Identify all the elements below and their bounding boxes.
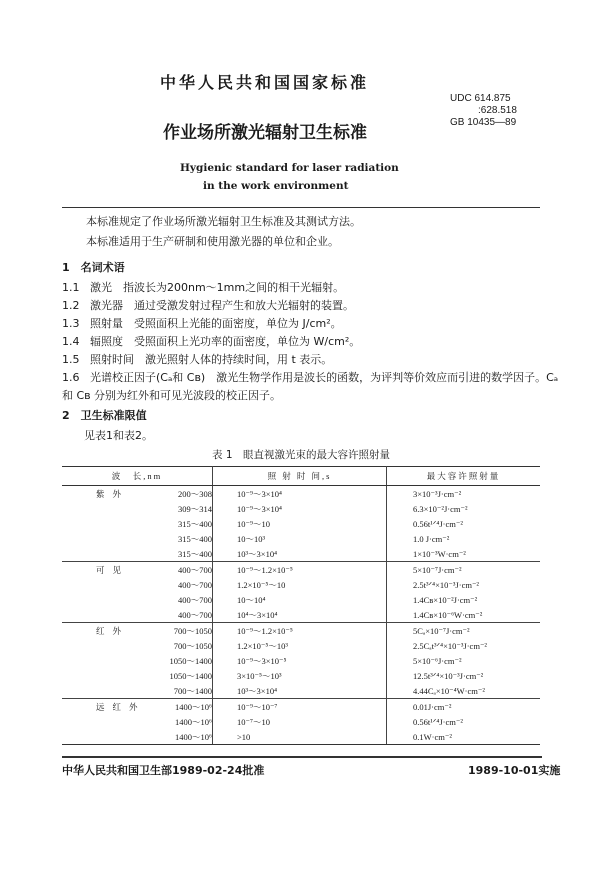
exposure-time-cell: >10 — [213, 729, 387, 745]
wavelength-cell: 315～400 — [177, 519, 212, 530]
term-text: 照射时间 激光照射人体的持续时间，用 t 表示。 — [90, 353, 333, 366]
band-label: 紫外 — [96, 489, 130, 500]
term-item — [62, 281, 344, 295]
exposure-time-cell: 10⁻⁹～3×10⁴ — [213, 501, 387, 516]
band-label: 红外 — [96, 626, 130, 637]
page-title: 作业场所激光辐射卫生标准 — [163, 123, 367, 143]
band-label: 远红外 — [96, 702, 146, 713]
term-text: 照射量 受照面积上光能的面密度，单位为 J/cm²。 — [90, 317, 342, 330]
exposure-time-cell: 1.2×10⁻⁵～10 — [213, 577, 387, 592]
wavelength-cell: 1400～10⁶ — [175, 702, 212, 713]
exposure-time-cell: 10⁻⁹～10 — [213, 516, 387, 531]
table-row — [62, 501, 540, 516]
table-1-caption: 表 1 眼直视激光束的最大容许照射量 — [212, 449, 391, 461]
exposure-time-cell: 10⁻⁹～3×10⁴ — [213, 486, 387, 502]
term-number: 1.2 — [62, 299, 80, 312]
term-number: 1.5 — [62, 353, 80, 366]
term-item — [62, 299, 354, 313]
term-item — [62, 335, 360, 349]
wavelength-cell: 315～400 — [177, 549, 212, 560]
mpe-cell: 3×10⁻³J·cm⁻² — [413, 488, 462, 499]
wavelength-cell: 400～700 — [177, 610, 212, 621]
table-row — [62, 638, 540, 653]
table-row — [62, 729, 540, 745]
term-item — [62, 371, 558, 385]
section-2-text: 见表1和表2。 — [84, 429, 153, 442]
wavelength-cell: 700～1050 — [173, 626, 212, 637]
table-row — [62, 623, 540, 639]
header-exposure-time: 照 射 时 间,s — [213, 467, 387, 486]
band-label: 可见 — [96, 565, 130, 576]
english-title-line-1: Hygienic standard for laser radiation — [180, 162, 399, 174]
exposure-time-cell: 10～10⁴ — [213, 592, 387, 607]
exposure-time-cell: 1.2×10⁻⁵～10³ — [213, 638, 387, 653]
term-text: 辐照度 受照面积上光功率的面密度，单位为 W/cm²。 — [90, 335, 361, 348]
header-wavelength: 波 长,nm — [62, 467, 213, 486]
wavelength-cell: 200～308 — [177, 489, 212, 500]
intro-paragraph-2: 本标准适用于生产研制和使用激光器的单位和企业。 — [86, 235, 339, 248]
term-number: 1.6 — [62, 371, 80, 384]
term-text: 激光器 通过受激发射过程产生和放大光辐射的装置。 — [90, 299, 354, 312]
table-row — [62, 714, 540, 729]
table-row — [62, 653, 540, 668]
national-standard-heading: 中华人民共和国国家标准 — [160, 73, 370, 92]
english-title-line-2: in the work environment — [203, 180, 349, 192]
term-item — [62, 353, 332, 367]
section-1-heading: 1 名词术语 — [62, 261, 125, 274]
table-1 — [62, 466, 540, 745]
wavelength-cell: 309～314 — [177, 504, 212, 515]
wavelength-cell: 400～700 — [177, 595, 212, 606]
term-number: 1.3 — [62, 317, 80, 330]
gb-number: GB 10435—89 — [450, 117, 517, 128]
footer-divider — [62, 756, 542, 758]
udc-line-1: UDC 614.875 — [450, 93, 511, 104]
wavelength-cell: 700～1400 — [173, 686, 212, 697]
exposure-time-cell: 10⁻⁹～1.2×10⁻⁵ — [213, 562, 387, 578]
mpe-cell: 1.4Cʙ×10⁻²J·cm⁻² — [413, 594, 478, 605]
exposure-time-cell: 10³～3×10⁴ — [213, 683, 387, 699]
table-row — [62, 668, 540, 683]
header-divider — [62, 207, 540, 208]
term-number: 1.4 — [62, 335, 80, 348]
effective-date: 1989-10-01实施 — [468, 764, 561, 777]
mpe-cell: 0.1W·cm⁻² — [387, 729, 541, 745]
table-row — [62, 699, 540, 715]
mpe-cell: 12.5t³ᐟ⁴×10⁻³J·cm⁻² — [413, 670, 484, 681]
mpe-cell: 1×10⁻³W·cm⁻² — [413, 548, 466, 559]
table-row — [62, 607, 540, 623]
mpe-cell: 5Cₐ×10⁻⁷J·cm⁻² — [387, 623, 541, 639]
table-row — [62, 531, 540, 546]
table-row — [62, 486, 540, 502]
table-row — [62, 577, 540, 592]
exposure-time-cell: 10～10³ — [213, 531, 387, 546]
wavelength-cell: 1400～10⁶ — [175, 732, 212, 743]
mpe-cell: 1.0 J·cm⁻² — [413, 533, 450, 544]
approval-date: 中华人民共和国卫生部1989-02-24批准 — [62, 764, 265, 777]
exposure-time-cell: 3×10⁻⁵～10³ — [213, 668, 387, 683]
exposure-time-cell: 10⁻⁷～10 — [213, 714, 387, 729]
mpe-cell: 0.01J·cm⁻² — [387, 699, 541, 715]
wavelength-cell: 1400～10⁶ — [175, 717, 212, 728]
exposure-time-cell: 10⁻⁹～3×10⁻⁵ — [213, 653, 387, 668]
udc-classification — [450, 93, 517, 129]
exposure-time-cell: 10⁴～3×10⁴ — [213, 607, 387, 623]
mpe-cell: 0.56t¹ᐟ⁴J·cm⁻² — [413, 716, 463, 727]
wavelength-cell: 400～700 — [177, 565, 212, 576]
mpe-cell: 2.5t³ᐟ⁴×10⁻³J·cm⁻² — [413, 579, 479, 590]
wavelength-cell: 1050～1400 — [169, 656, 212, 667]
intro-paragraph-1: 本标准规定了作业场所激光辐射卫生标准及其测试方法。 — [86, 215, 361, 228]
header-mpe: 最大容许照射量 — [387, 467, 541, 486]
term-1-6-continuation: 和 Cʙ 分别为红外和可见光波段的校正因子。 — [62, 389, 282, 402]
term-text: 光谱校正因子(Cₐ和 Cʙ) 激光生物学作用是波长的函数，为评判等价效应而引进的数学因子。Cₐ — [90, 371, 559, 384]
exposure-time-cell: 10³～3×10⁴ — [213, 546, 387, 562]
mpe-cell: 1.4Cʙ×10⁻⁶W·cm⁻² — [413, 609, 483, 620]
wavelength-cell: 1050～1400 — [169, 671, 212, 682]
exposure-time-cell: 10⁻⁹～1.2×10⁻⁵ — [213, 623, 387, 639]
section-2-heading: 2 卫生标准限值 — [62, 409, 147, 422]
table-row — [62, 683, 540, 699]
term-number: 1.1 — [62, 281, 80, 294]
term-text: 激光 指波长为200nm～1mm之间的相干光辐射。 — [90, 281, 345, 294]
table-header-row — [62, 467, 540, 486]
mpe-cell: 4.44Cₐ×10⁻⁴W·cm⁻² — [413, 685, 485, 696]
table-row — [62, 562, 540, 578]
table-row — [62, 516, 540, 531]
mpe-cell: 5×10⁻⁷J·cm⁻² — [387, 562, 541, 578]
wavelength-cell: 315～400 — [177, 534, 212, 545]
table-row — [62, 592, 540, 607]
table-row — [62, 546, 540, 562]
wavelength-cell: 700～1050 — [173, 641, 212, 652]
udc-line-2: :628.518 — [478, 105, 517, 116]
mpe-cell: 2.5Cₐt³ᐟ⁴×10⁻³J·cm⁻² — [413, 640, 487, 651]
mpe-cell: 0.56t¹ᐟ⁴J·cm⁻² — [413, 518, 463, 529]
mpe-cell: 6.3×10⁻²J·cm⁻² — [413, 503, 468, 514]
term-item — [62, 317, 342, 331]
mpe-cell: 5×10⁻⁶J·cm⁻² — [413, 655, 462, 666]
exposure-time-cell: 10⁻⁹～10⁻⁷ — [213, 699, 387, 715]
wavelength-cell: 400～700 — [177, 580, 212, 591]
